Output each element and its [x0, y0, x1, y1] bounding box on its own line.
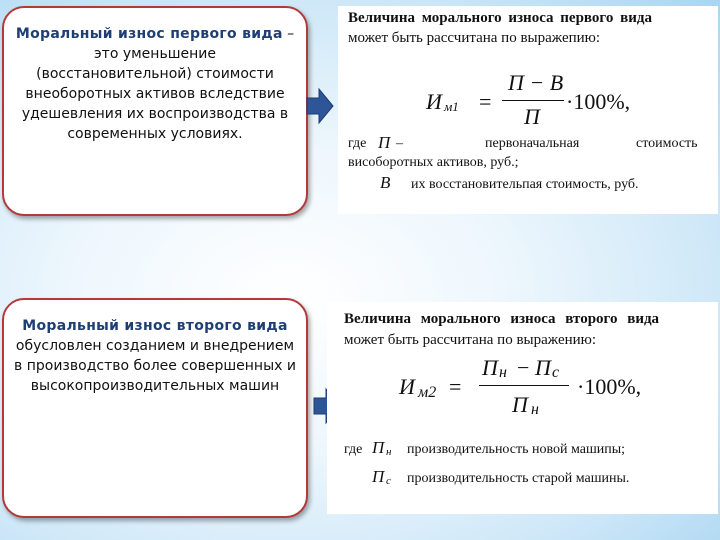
- formula1-title-line2: может быть рассчитана по выражепию:: [348, 30, 601, 46]
- formula-panel-second-kind: [327, 302, 718, 514]
- definition-second-kind: обусловлен созданием и внедрением в производство более совершенных и высокопроизводительных машин: [14, 338, 296, 394]
- term-second-kind: Моральный износ второго вида: [22, 318, 288, 334]
- formula2-num-a: П: [482, 355, 498, 380]
- formula2-num-minus: −: [517, 355, 530, 380]
- formula1-lhs-subscript: м1: [444, 99, 459, 114]
- formula1-where-symbol-p: П: [378, 133, 391, 152]
- formula1-where-word1: первоначальная: [485, 136, 580, 151]
- formula2-num-b-subscript: с: [552, 364, 560, 381]
- formula1-equals: =: [479, 89, 492, 114]
- right-arrow-icon: [306, 86, 334, 126]
- formula2-lhs: И: [399, 374, 415, 399]
- formula2-where-pn-text: производительность новой машипы;: [407, 442, 626, 457]
- formula2-equals: =: [449, 374, 462, 399]
- formula2-where-pc-text: производительность старой машины.: [407, 471, 630, 486]
- formula1-denominator: П: [524, 104, 540, 129]
- formula2-where-symbol-pc: П: [372, 467, 385, 486]
- formula1-where-symbol-v: В: [380, 173, 391, 192]
- formula1-where-word2: стоимость: [636, 136, 698, 151]
- formula2-where-symbol-pc-subscript: с: [386, 475, 391, 487]
- formula2-num-a-subscript: н: [499, 364, 507, 381]
- formula1-title-line1: Величина морального износа первого вида: [348, 10, 652, 26]
- formula2-where-symbol-pn-subscript: н: [386, 446, 392, 458]
- formula2-multiplier: ·100%,: [577, 374, 642, 399]
- definition-card-first-kind: [2, 6, 308, 216]
- formula2-where-lead: где: [344, 442, 363, 457]
- formula-panel-first-kind: [338, 6, 718, 214]
- formula1-where-lead: где: [348, 136, 367, 151]
- term-first-kind: Моральный износ первого вида: [15, 26, 283, 42]
- formula2-title-line2: может быть рассчитана по выражению:: [344, 332, 597, 348]
- formula2-den: П: [512, 392, 528, 417]
- formula1-where-continuation: висоборотных активов, руб.;: [348, 155, 519, 170]
- definition-first-kind: – это уменьшение (восстановительной) стоимости внеоборотных активов вследствие удешевления их воспроизводства в современных условиях.: [21, 26, 295, 142]
- formula1-multiplier: ·100%,: [566, 89, 631, 114]
- formula1-fraction-bar: [502, 100, 564, 101]
- formula2-lhs-subscript: м2: [418, 384, 437, 401]
- definition-card-second-kind: [2, 298, 308, 518]
- formula1-where-v-text: их восстановительпая стоимость, руб.: [411, 177, 639, 192]
- formula2-den-subscript: н: [531, 401, 539, 418]
- formula2-where-symbol-pn: П: [372, 438, 385, 457]
- formula1-numerator: П − В: [508, 70, 564, 95]
- formula2-num-b: П: [535, 355, 551, 380]
- formula1-where-dash: –: [396, 136, 403, 151]
- formula2-title-line1: Величина морального износа второго вида: [344, 311, 660, 327]
- formula2-fraction-bar: [479, 385, 569, 386]
- formula1-lhs: И: [426, 89, 442, 114]
